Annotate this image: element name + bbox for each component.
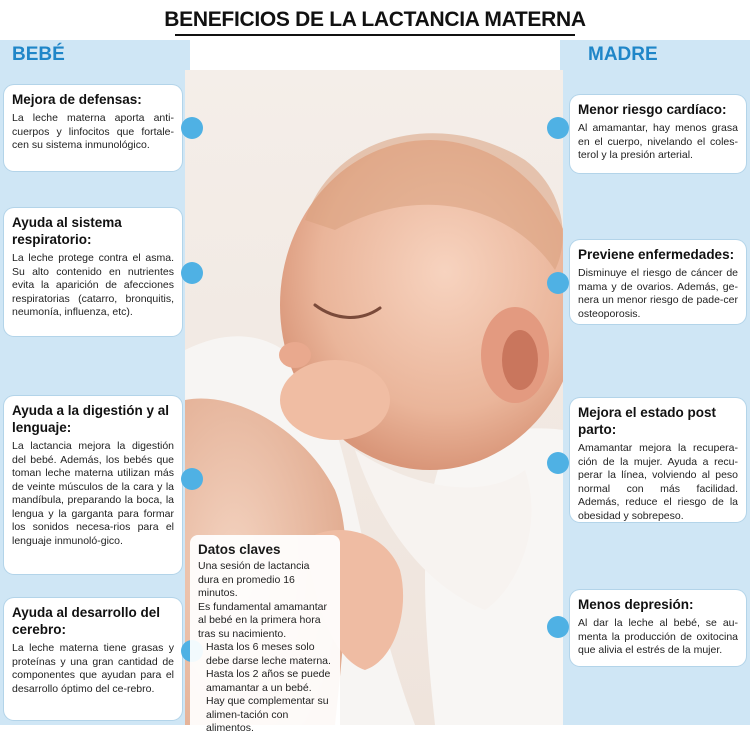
card-title: Ayuda a la digestión y al lenguaje:: [12, 403, 170, 435]
bebe-heading: BEBÉ: [12, 44, 65, 65]
datos-line: Hasta los 6 meses solo debe darse leche materna.: [206, 641, 331, 667]
bullet-dot: [181, 117, 203, 139]
card-title: Ayuda al sistema respiratorio:: [12, 215, 122, 247]
card-title: Previene enfermedades:: [578, 247, 735, 262]
card-text: La leche protege contra el asma. Su alto contenido en nutrientes evita la aparición de afecciones respiratorias (catarro, bronquitis, neumonía, influenza, etc).: [12, 252, 174, 318]
bullet-dot: [547, 452, 569, 474]
infographic-title: BENEFICIOS DE LA LACTANCIA MATERNA: [164, 8, 586, 31]
card-text: Disminuye el riesgo de cáncer de mama y de ovarios. Además, ge-nera un menor riesgo de pade-cer osteoporosis.: [578, 267, 738, 320]
bullet-dot: [547, 616, 569, 638]
card-title: Ayuda al desarrollo del cerebro:: [12, 605, 161, 637]
card-title: Mejora de defensas:: [12, 92, 142, 107]
card-title: Menos depresión:: [578, 597, 694, 612]
card-text: Al amamantar, hay menos grasa en el cuerpo, nivelando el coles-terol y la presión arterial.: [578, 122, 738, 161]
card-text: La lactancia mejora la digestión del bebé. Además, los bebés que toman leche materna utilizan más de veinte músculos de la cara y la mandíbula, preparando la boca, la lengua y la garganta para formar los sonidos necesa-rios para el lenguaje inmunoló-gico.: [12, 440, 174, 547]
card-title: Mejora el estado post parto:: [578, 405, 717, 437]
card-text: Amamantar mejora la recupera-ción de la mujer. Ayuda a recu-perar la línea, volviendo al peso normal con más facilidad. Además, reduce el riesgo de la obesidad y sobrepeso.: [578, 442, 738, 522]
card-text: Al dar la leche al bebé, se au-menta la producción de oxitocina que alivia el estrés de la mujer.: [578, 617, 738, 656]
bullet-dot: [181, 262, 203, 284]
card-title: Menor riesgo cardíaco:: [578, 102, 727, 117]
datos-line: Una sesión de lactancia dura en promedio 16 minutos.: [198, 560, 310, 599]
title-underline: [175, 34, 575, 36]
card-digestion-lenguaje: [4, 396, 182, 574]
datos-claves-box: [190, 535, 340, 734]
card-previene-enfermedades: [570, 240, 746, 324]
card-riesgo-cardiaco: [570, 95, 746, 173]
card-desarrollo-cerebro: [4, 598, 182, 720]
card-sistema-respiratorio: [4, 208, 182, 336]
card-menos-depresion: [570, 590, 746, 666]
datos-line: Es fundamental amamantar al bebé en la primera hora tras su nacimiento.: [198, 600, 327, 640]
madre-heading: MADRE: [588, 44, 658, 65]
bullet-dot: [181, 468, 203, 490]
card-mejora-defensas: [4, 85, 182, 171]
datos-line: Hasta los 2 años se puede amamantar a un bebé. Hay que complementar su alimen-tación con alimentos.: [206, 668, 331, 734]
datos-title: Datos claves: [198, 542, 281, 557]
card-estado-post-parto: [570, 398, 746, 522]
card-text: La leche materna tiene grasas y proteínas y una gran cantidad de componentes que ayudan para el desarrollo óptimo del ce-rebro.: [12, 642, 174, 695]
bullet-dot: [547, 272, 569, 294]
card-text: La leche materna aporta anti-cuerpos y linfocitos que fortale-cen su sistema inmunológico.: [12, 112, 174, 151]
bullet-dot: [547, 117, 569, 139]
